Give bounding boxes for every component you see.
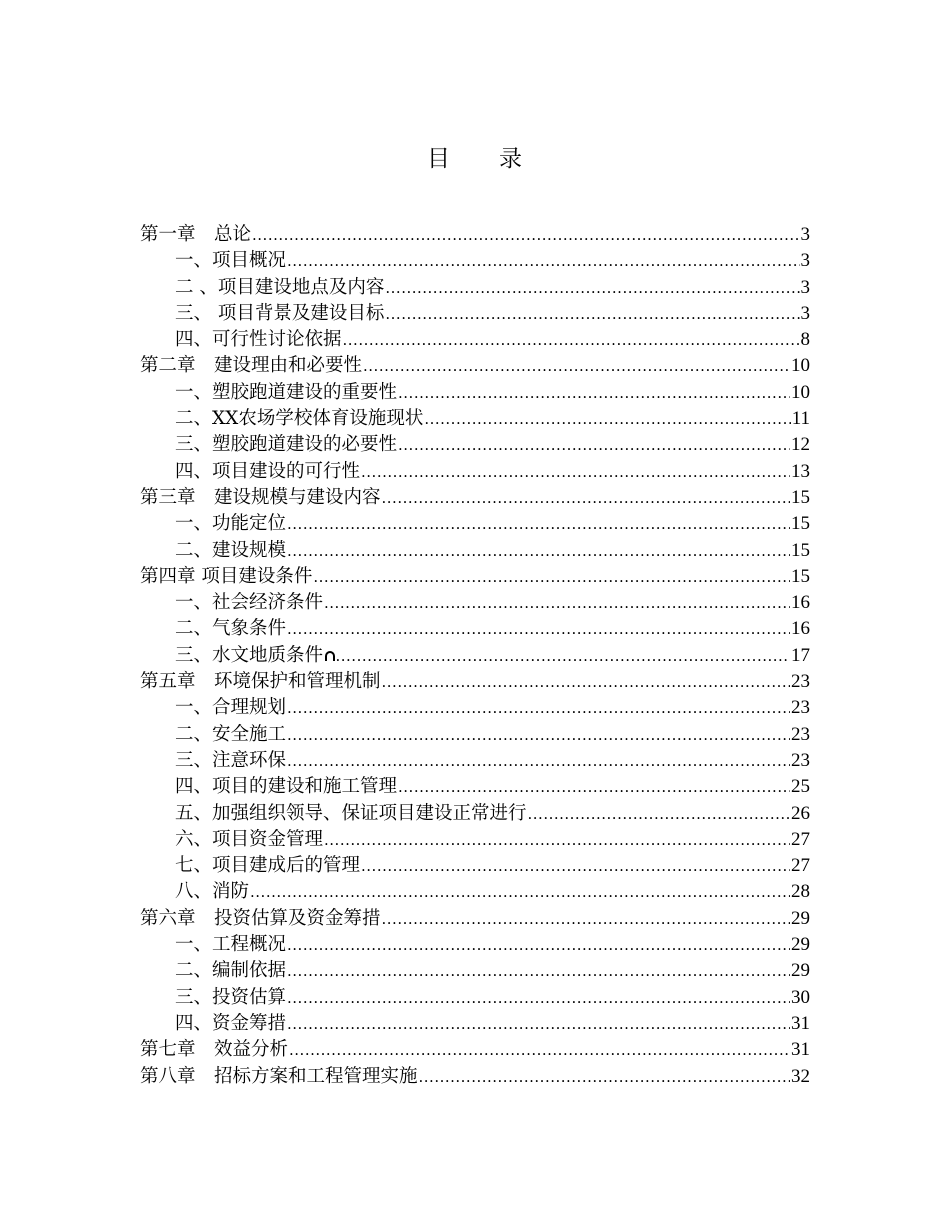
toc-dot-leader: [419, 1064, 790, 1090]
bracket-mark-icon: [325, 651, 334, 661]
toc-entry-label: 一、功能定位: [175, 513, 287, 535]
toc-section-entry[interactable]: [140, 879, 810, 905]
toc-dot-leader: [250, 879, 790, 905]
toc-page-number: 10: [791, 355, 810, 377]
toc-chapter-entry[interactable]: [140, 1037, 810, 1063]
toc-chapter-entry[interactable]: [140, 485, 810, 511]
toc-page-number: 10: [791, 381, 810, 403]
toc-page-number: 27: [791, 828, 810, 850]
toc-chapter-entry[interactable]: [140, 353, 810, 379]
toc-dot-leader: [287, 695, 790, 721]
toc-page-number: 15: [791, 565, 810, 587]
toc-dot-leader: [398, 432, 790, 458]
toc-section-entry[interactable]: [140, 853, 810, 879]
toc-page-number: 8: [800, 329, 810, 351]
toc-section-entry[interactable]: [140, 616, 810, 642]
toc-section-entry[interactable]: [140, 511, 810, 537]
toc-dot-leader: [398, 380, 790, 406]
toc-page-number: 31: [791, 1012, 810, 1034]
toc-entry-label: 三、塑胶跑道建设的必要性: [175, 434, 398, 456]
toc-entry-label: 一、塑胶跑道建设的重要性: [175, 381, 398, 403]
toc-entry-label: 第四章 项目建设条件: [140, 565, 313, 587]
toc-dot-leader: [287, 248, 799, 274]
toc-section-entry[interactable]: [140, 695, 810, 721]
toc-chapter-entry[interactable]: [140, 1064, 810, 1090]
toc-section-entry[interactable]: [140, 932, 810, 958]
toc-dot-leader: [336, 643, 791, 669]
toc-entry-label: 第五章 环境保护和管理机制: [140, 671, 381, 693]
table-of-contents: [140, 222, 810, 1090]
toc-entry-label: 一、合理规划: [175, 697, 287, 719]
toc-page-number: 23: [791, 671, 810, 693]
toc-dot-leader: [313, 564, 790, 590]
toc-entry-label: 一、项目概况: [175, 250, 287, 272]
toc-dot-leader: [528, 801, 790, 827]
toc-page-number: 26: [791, 802, 810, 824]
toc-page-number: 3: [800, 302, 810, 324]
toc-dot-leader: [385, 275, 799, 301]
toc-page-number: 15: [791, 486, 810, 508]
toc-dot-leader: [424, 406, 790, 432]
toc-entry-label: 六、项目资金管理: [175, 828, 324, 850]
toc-entry-label: 四、资金筹措: [175, 1012, 287, 1034]
toc-page-number: 29: [791, 934, 810, 956]
toc-entry-label: 二、XX农场学校体育设施现状: [175, 408, 424, 430]
toc-dot-leader: [361, 853, 790, 879]
toc-section-entry[interactable]: [140, 748, 810, 774]
toc-page-number: 11: [791, 408, 810, 430]
toc-page-number: 23: [791, 749, 810, 771]
toc-page-number: 28: [791, 881, 810, 903]
toc-entry-label: 二、建设规模: [175, 539, 287, 561]
toc-section-entry[interactable]: [140, 380, 810, 406]
toc-entry-label: 四、可行性讨论依据: [175, 329, 342, 351]
toc-dot-leader: [287, 958, 790, 984]
toc-page-number: 3: [800, 224, 810, 245]
toc-section-entry[interactable]: [140, 827, 810, 853]
toc-dot-leader: [289, 1037, 790, 1063]
toc-dot-leader: [287, 511, 790, 537]
toc-entry-label: 第七章 效益分析: [140, 1039, 289, 1061]
toc-entry-label: 第一章 总论: [140, 224, 252, 245]
toc-page-number: 15: [791, 513, 810, 535]
toc-entry-label: 八、消防: [175, 881, 250, 903]
toc-entry-label: 二、安全施工: [175, 723, 287, 745]
toc-page-number: 3: [800, 276, 810, 298]
toc-dot-leader: [287, 985, 790, 1011]
toc-section-entry[interactable]: [140, 985, 810, 1011]
toc-entry-label: 七、项目建成后的管理: [175, 855, 361, 877]
toc-page-number: 32: [791, 1065, 810, 1087]
toc-entry-label: 第六章 投资估算及资金筹措: [140, 907, 381, 929]
toc-dot-leader: [287, 932, 790, 958]
toc-entry-label: 二、气象条件: [175, 618, 287, 640]
toc-page-number: 17: [791, 644, 810, 666]
toc-entry-label: 三、 项目背景及建设目标: [175, 302, 385, 324]
toc-dot-leader: [363, 353, 790, 379]
toc-dot-leader: [324, 827, 790, 853]
toc-dot-leader: [324, 590, 790, 616]
toc-section-entry[interactable]: [140, 1011, 810, 1037]
toc-entry-label: 二 、项目建设地点及内容: [175, 276, 385, 298]
toc-chapter-entry[interactable]: [140, 564, 810, 590]
toc-dot-leader: [361, 459, 790, 485]
toc-page-number: 16: [791, 592, 810, 614]
toc-section-entry[interactable]: [140, 801, 810, 827]
toc-page-number: 23: [791, 697, 810, 719]
toc-dot-leader: [343, 327, 800, 353]
toc-page-number: 25: [791, 776, 810, 798]
toc-page-number: 30: [791, 986, 810, 1008]
toc-section-entry[interactable]: [140, 538, 810, 564]
toc-section-entry[interactable]: [140, 406, 810, 432]
toc-dot-leader: [287, 616, 790, 642]
toc-entry-label: 三、注意环保: [175, 749, 287, 771]
toc-entry-label: 第三章 建设规模与建设内容: [140, 486, 381, 508]
toc-page-number: 27: [791, 855, 810, 877]
toc-dot-leader: [382, 906, 790, 932]
toc-chapter-entry[interactable]: [140, 669, 810, 695]
toc-dot-leader: [287, 722, 790, 748]
toc-page-number: 23: [791, 723, 810, 745]
toc-entry-label: 四、项目的建设和施工管理: [175, 776, 398, 798]
toc-section-entry[interactable]: [140, 722, 810, 748]
toc-entry-label: 一、工程概况: [175, 934, 287, 956]
toc-dot-leader: [287, 538, 790, 564]
toc-page-number: 15: [791, 539, 810, 561]
toc-page-number: 3: [800, 250, 810, 272]
toc-entry-label: 三、水文地质条件: [175, 644, 324, 666]
toc-entry-label: 五、加强组织领导、保证项目建设正常进行: [175, 802, 527, 824]
toc-page-number: 16: [791, 618, 810, 640]
toc-entry-label: 第八章 招标方案和工程管理实施: [140, 1065, 418, 1087]
toc-section-entry[interactable]: [140, 459, 810, 485]
toc-page-number: 12: [791, 434, 810, 456]
toc-entry-label: 四、项目建设的可行性: [175, 460, 361, 482]
toc-page-number: 13: [791, 460, 810, 482]
toc-dot-leader: [252, 222, 799, 248]
toc-section-entry[interactable]: [140, 248, 810, 274]
toc-section-entry[interactable]: [140, 774, 810, 800]
toc-entry-label: 三、投资估算: [175, 986, 287, 1008]
toc-section-entry[interactable]: [140, 590, 810, 616]
toc-dot-leader: [382, 669, 790, 695]
toc-dot-leader: [287, 748, 790, 774]
toc-section-entry[interactable]: [140, 958, 810, 984]
toc-entry-label: 一、社会经济条件: [175, 592, 324, 614]
toc-section-entry[interactable]: [140, 432, 810, 458]
toc-dot-leader: [398, 774, 790, 800]
toc-section-entry[interactable]: [140, 275, 810, 301]
page-title: 目 录: [427, 146, 523, 172]
toc-entry-label: 第二章 建设理由和必要性: [140, 355, 363, 377]
toc-dot-leader: [287, 1011, 790, 1037]
toc-dot-leader: [382, 485, 790, 511]
toc-section-entry[interactable]: [140, 327, 810, 353]
toc-section-entry[interactable]: [140, 301, 810, 327]
toc-page-number: 29: [791, 960, 810, 982]
toc-chapter-entry[interactable]: [140, 222, 810, 248]
toc-entry-label: 二、编制依据: [175, 960, 287, 982]
toc-dot-leader: [385, 301, 799, 327]
toc-chapter-entry[interactable]: [140, 906, 810, 932]
toc-page-number: 29: [791, 907, 810, 929]
toc-page-number: 31: [791, 1039, 810, 1061]
toc-section-entry[interactable]: [140, 643, 810, 669]
